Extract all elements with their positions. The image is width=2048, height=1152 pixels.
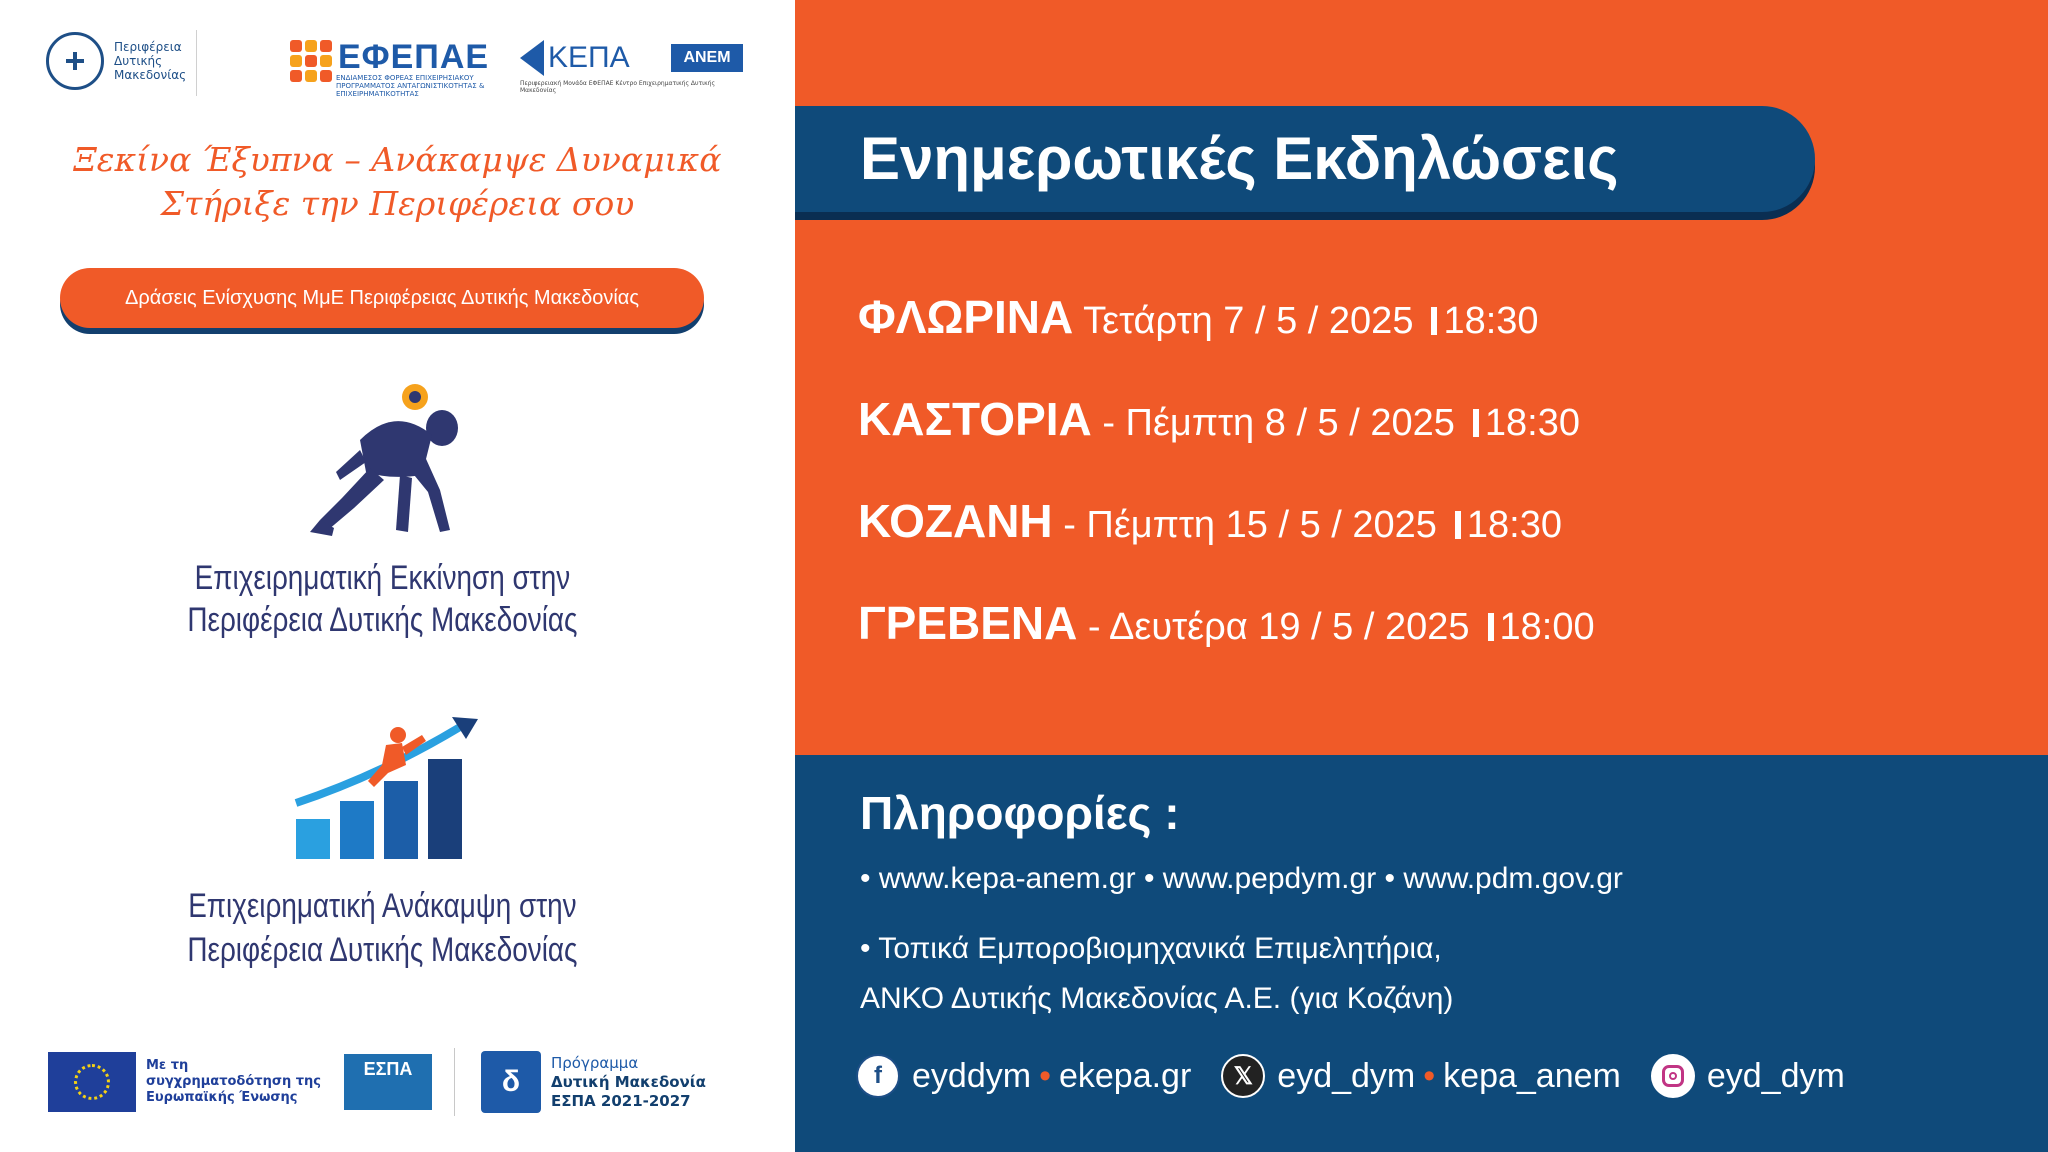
website-links[interactable]: • www.kepa-anem.gr • www.pepdym.gr • www.pdm.gov.gr [860, 862, 1623, 895]
region-name: Περιφέρεια Δυτικής Μακεδονίας [114, 40, 187, 82]
event-date: - Πέμπτη 15 / 5 / 2025 [1052, 504, 1437, 546]
efepae-subtitle: ΕΝΔΙΑΜΕΣΟΣ ΦΟΡΕΑΣ ΕΠΙΧΕΙΡΗΣΙΑΚΟΥ ΠΡΟΓΡΑΜΜΑΤΟΣ ΑΝΤΑΓΩΝΙΣΤΙΚΟΤΗΤΑΣ & ΕΠΙΧΕΙΡΗΜΑΤΙΚΟΤΗΤΑΣ [336, 74, 485, 98]
facebook-handle[interactable]: eyddym [912, 1056, 1032, 1095]
event-date: - Δευτέρα 19 / 5 / 2025 [1077, 606, 1470, 648]
divider [196, 30, 197, 96]
event-city: ΚΟΖΑΝΗ [858, 495, 1053, 547]
event-time: 18:30 [1484, 402, 1580, 444]
espa-logo: ΕΣΠΑ [344, 1054, 432, 1110]
kepa-wordmark: ΚΕΠΑ [548, 41, 630, 74]
efepae-wordmark: ΕΦΕΠΑΕ [338, 38, 490, 76]
event-time: 18:30 [1466, 504, 1562, 546]
event-city: ΓΡΕΒΕΝΑ [858, 597, 1078, 649]
program-2-line-2: Περιφέρεια Δυτικής Μακεδονίας [187, 931, 578, 969]
event-row [858, 494, 1562, 548]
event-row [858, 596, 1595, 650]
separator [1473, 409, 1479, 437]
eu-cofunding-text: Με τη συγχρηματοδότηση της Ευρωπαϊκής Ένωσης [146, 1058, 322, 1105]
x-handle[interactable]: eyd_dym [1277, 1056, 1416, 1095]
kepa-arrow-icon [520, 40, 544, 76]
program-logo-icon: δ [481, 1051, 541, 1113]
anem-logo: ΑΝΕΜ [671, 44, 743, 72]
program-1-line-2: Περιφέρεια Δυτικής Μακεδονίας [187, 601, 578, 639]
runner-start-icon [300, 380, 480, 550]
efepae-mark-icon [290, 40, 332, 82]
event-time: 18:00 [1499, 606, 1595, 648]
kepa-subtitle: Περιφερειακή Μονάδα ΕΦΕΠΑΕ Κέντρο Επιχειρηματικής Δυτικής Μακεδονίας [520, 80, 715, 94]
event-date: Τετάρτη 7 / 5 / 2025 [1073, 300, 1414, 342]
slogan-line-1: Ξεκίνα Έξυπνα – Ανάκαμψε Δυναμικά [73, 140, 722, 179]
program-info [551, 1054, 706, 1111]
separator [1455, 511, 1461, 539]
event-date: - Πέμπτη 8 / 5 / 2025 [1091, 402, 1455, 444]
facebook-icon[interactable]: f [856, 1054, 900, 1098]
chambers-line-1: • Τοπικά Εμποροβιομηχανικά Επιμελητήρια, [860, 932, 1442, 965]
program-2-line-1: Επιχειρηματική Ανάκαμψη στην [188, 887, 577, 925]
kepa-logo [520, 40, 630, 76]
event-city: ΦΛΩΡΙΝΑ [858, 291, 1074, 343]
chambers-line-2: ΑΝΚΟ Δυτικής Μακεδονίας Α.Ε. (για Κοζάνη) [860, 982, 1454, 1015]
info-title: Πληροφορίες : [860, 787, 1180, 839]
funding-logos [48, 1048, 706, 1116]
instagram-handle[interactable]: eyd_dym [1706, 1056, 1845, 1095]
program-name: Δυτική Μακεδονία [551, 1072, 706, 1091]
actions-pill: Δράσεις Ενίσχυσης ΜμΕ Περιφέρειας Δυτικής Μακεδονίας [60, 268, 704, 328]
page-title: Ενημερωτικές Εκδηλώσεις [860, 125, 1619, 192]
instagram-icon[interactable] [1651, 1054, 1695, 1098]
greek-seal-icon [46, 32, 104, 90]
x-icon[interactable]: 𝕏 [1221, 1054, 1265, 1098]
facebook-handle-2[interactable]: ekepa.gr [1058, 1056, 1192, 1095]
region-logo [46, 32, 194, 90]
growth-chart-icon [290, 715, 490, 865]
event-row [858, 392, 1580, 446]
divider [454, 1048, 455, 1116]
event-city: ΚΑΣΤΟΡΙΑ [858, 393, 1092, 445]
x-handle-2[interactable]: kepa_anem [1443, 1056, 1621, 1095]
eu-flag-icon [48, 1052, 136, 1112]
separator [1488, 613, 1494, 641]
event-row [858, 290, 1539, 344]
separator [1431, 307, 1437, 335]
event-time: 18:30 [1443, 300, 1539, 342]
program-1-line-1: Επιχειρηματική Εκκίνηση στην [194, 559, 571, 597]
program-period: ΕΣΠΑ 2021-2027 [551, 1091, 691, 1110]
program-label: Πρόγραμμα [551, 1053, 639, 1072]
social-links: f eyddym • ekepa.gr 𝕏 eyd_dym • kepa_anem eyd_dym [856, 1054, 1845, 1098]
slogan-line-2: Στήριξε την Περιφέρεια σου [160, 184, 635, 223]
